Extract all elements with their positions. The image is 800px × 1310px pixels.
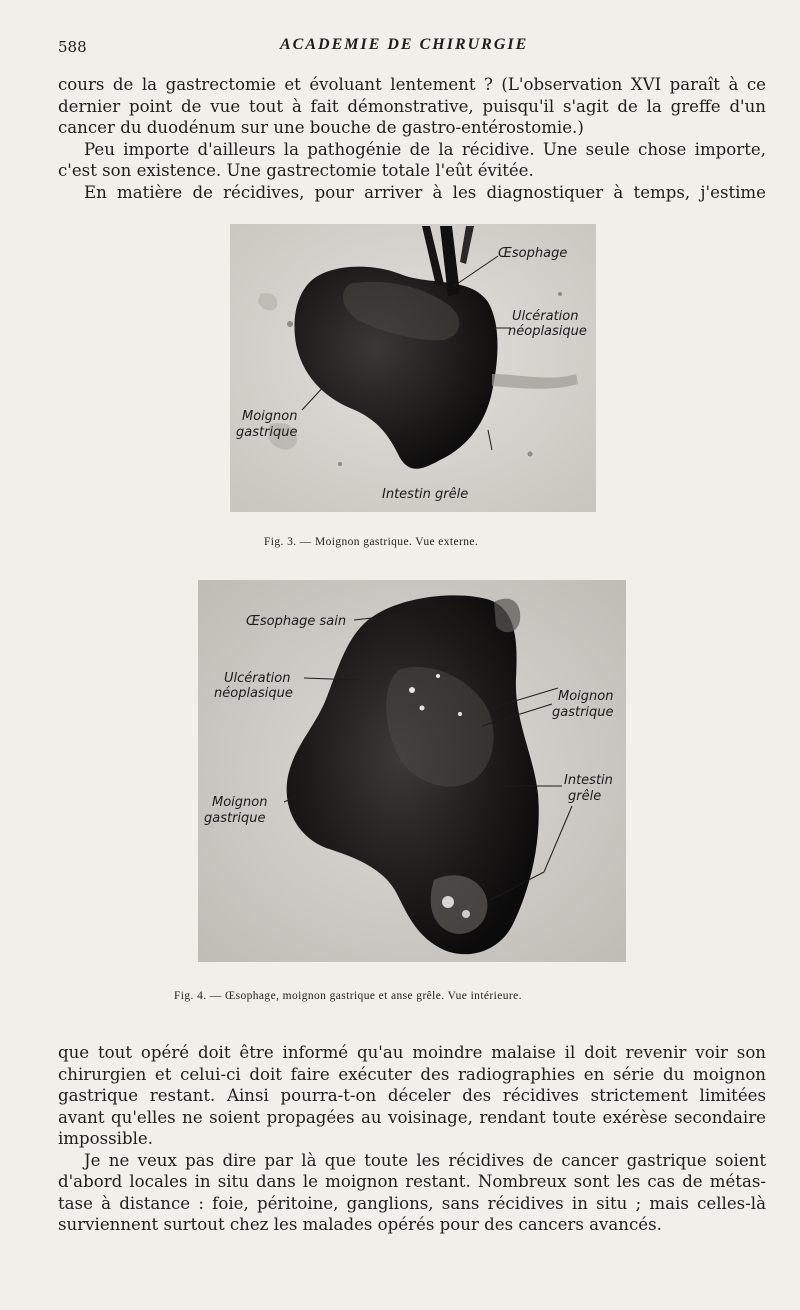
fig3-label-oesophage: Œsophage xyxy=(498,246,568,261)
fig4-label-moignon-left: Moignon xyxy=(212,795,268,810)
fig4-label-ulceration: Ulcération xyxy=(224,671,291,686)
text-line: surviennent surtout chez les malades opérés pour des cancers avancés. xyxy=(58,1215,662,1234)
figure-4-photo xyxy=(198,580,626,962)
fig3-label-intestin: Intestin grêle xyxy=(382,487,469,502)
text-line: dernier point de vue tout à fait démonstrative, puisqu'il s'agit de la greffe d'un xyxy=(58,96,766,116)
text-line: cours de la gastrectomie et évoluant lentement ? (L'observation XVI paraît à ce xyxy=(58,75,766,94)
text-line: En matière de récidives, pour arriver à les diagnostiquer à temps, j'estime xyxy=(84,182,766,202)
text-line: que tout opéré doit être informé qu'au moindre malaise il doit revenir voir son xyxy=(58,1043,766,1062)
text-line: chirurgien et celui-ci doit faire exécuter des radiographies en série du moignon xyxy=(58,1064,766,1084)
fig4-label-intestin-2: grêle xyxy=(568,789,602,804)
fig4-label-oesophage-sain: Œsophage sain xyxy=(246,614,347,629)
text-line: c'est son existence. Une gastrectomie totale l'eût évitée. xyxy=(58,161,534,180)
fig4-label-intestin: Intestin xyxy=(564,773,613,788)
fig4-label-ulceration-2: néoplasique xyxy=(214,686,293,701)
text-line: tase à distance : foie, péritoine, ganglions, sans récidives in situ ; mais celles-là xyxy=(58,1193,766,1213)
figure-4-caption: Fig. 4. — Œsophage, moignon gastrique et anse grêle. Vue intérieure. xyxy=(174,990,522,1002)
paragraph-bottom xyxy=(58,1042,766,1236)
fig4-label-moignon-right-2: gastrique xyxy=(552,705,614,720)
text-line: Je ne veux pas dire par là que toute les récidives de cancer gastrique soient xyxy=(84,1150,766,1170)
fig3-label-ulceration: Ulcération xyxy=(512,309,579,324)
fig3-label-moignon-2: gastrique xyxy=(236,425,298,440)
paragraph-top xyxy=(58,74,766,203)
figure-3-photo xyxy=(230,224,596,512)
text-line: d'abord locales in situ dans le moignon restant. Nombreux sont les cas de métas- xyxy=(58,1172,766,1191)
text-line: gastrique restant. Ainsi pourra-t-on déceler des récidives strictement limitées xyxy=(58,1086,766,1105)
fig4-label-moignon-right: Moignon xyxy=(558,689,614,704)
text-line: Peu importe d'ailleurs la pathogénie de la récidive. Une seule chose importe, xyxy=(84,139,766,159)
fig3-label-ulceration-2: néoplasique xyxy=(508,324,587,339)
running-title: ACADEMIE DE CHIRURGIE xyxy=(280,36,529,53)
text-line: impossible. xyxy=(58,1129,154,1148)
fig4-label-moignon-left-2: gastrique xyxy=(204,811,266,826)
figure-3-caption: Fig. 3. — Moignon gastrique. Vue externe. xyxy=(264,536,479,548)
text-line: cancer du duodénum sur une bouche de gastro-entérostomie.) xyxy=(58,118,584,137)
fig3-label-moignon: Moignon xyxy=(242,409,298,424)
text-line: avant qu'elles ne soient propagées au voisinage, rendant toute exérèse secondaire xyxy=(58,1107,766,1127)
page-number: 588 xyxy=(58,38,87,56)
running-header xyxy=(58,36,766,60)
